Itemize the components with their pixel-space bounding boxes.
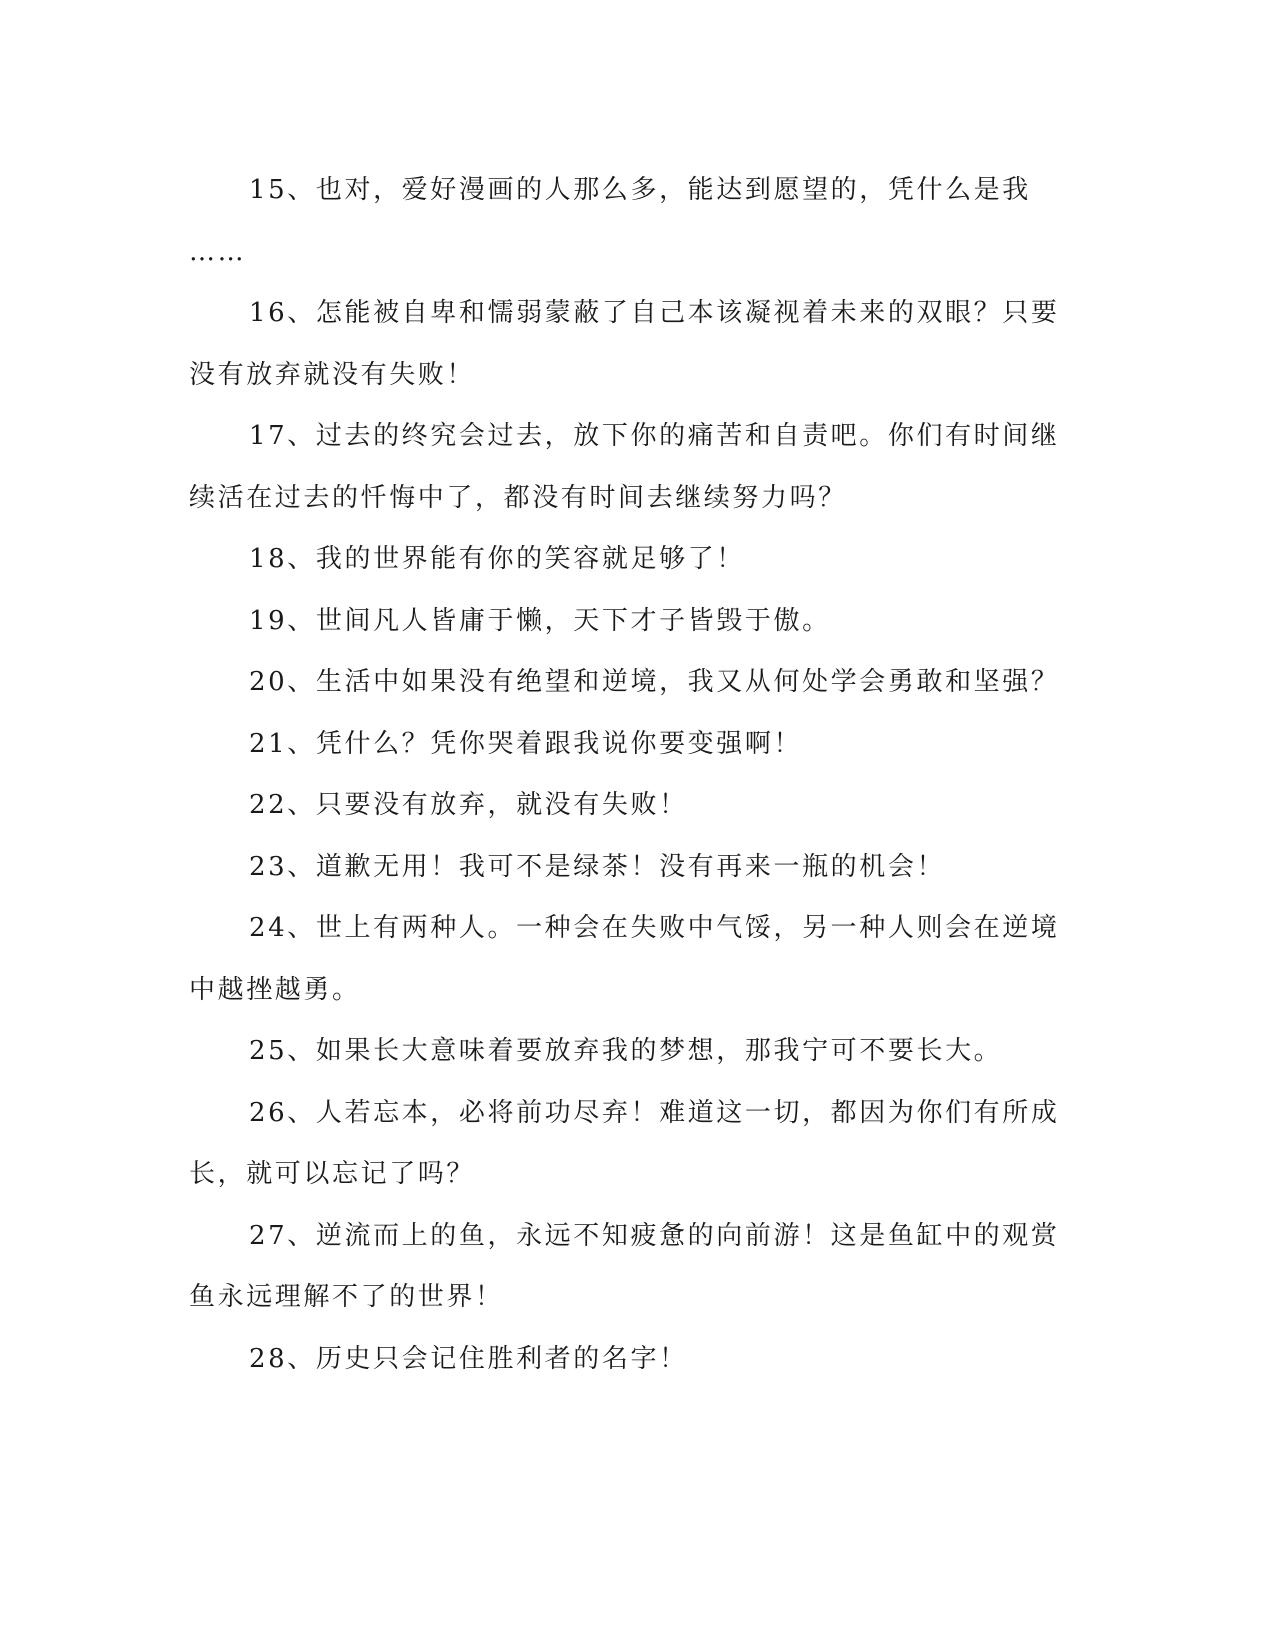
document-body — [189, 160, 1069, 1390]
paragraph-20: 20、生活中如果没有绝望和逆境，我又从何处学会勇敢和坚强？ — [249, 667, 1060, 697]
paragraph-25: 25、如果长大意味着要放弃我的梦想，那我宁可不要长大。 — [249, 1036, 1003, 1066]
paragraph-23: 23、道歉无用！我可不是绿茶！没有再来一瓶的机会！ — [249, 851, 946, 882]
paragraph-27: 27、逆流而上的鱼，永远不知疲惫的向前游！这是鱼缸中的观赏鱼永远理解不了的世界！ — [189, 1220, 1060, 1312]
paragraph-19: 19、世间凡人皆庸于懒，天下才子皆毁于傲。 — [249, 605, 831, 636]
paragraph-15: 15、也对，爱好漫画的人那么多，能达到愿望的，凭什么是我 — [249, 175, 1031, 205]
paragraph-16: 16、怎能被自卑和懦弱蒙蔽了自己本该凝视着未来的双眼？只要没有放弃就没有失败！ — [189, 298, 1060, 390]
paragraph-15-continuation: …… — [189, 236, 247, 267]
paragraph-26: 26、人若忘本，必将前功尽弃！难道这一切，都因为你们有所成长，就可以忘记了吗？ — [189, 1097, 1060, 1189]
paragraph-21: 21、凭什么？凭你哭着跟我说你要变强啊！ — [249, 728, 803, 759]
paragraph-28: 28、历史只会记住胜利者的名字！ — [249, 1343, 688, 1374]
paragraph-24: 24、世上有两种人。一种会在失败中气馁，另一种人则会在逆境中越挫越勇。 — [189, 913, 1060, 1005]
paragraph-17: 17、过去的终究会过去，放下你的痛苦和自责吧。你们有时间继续活在过去的忏悔中了，都没有时间去继续努力吗？ — [189, 421, 1060, 513]
paragraph-22: 22、只要没有放弃，就没有失败！ — [249, 790, 688, 820]
paragraph-18: 18、我的世界能有你的笑容就足够了！ — [249, 544, 745, 574]
